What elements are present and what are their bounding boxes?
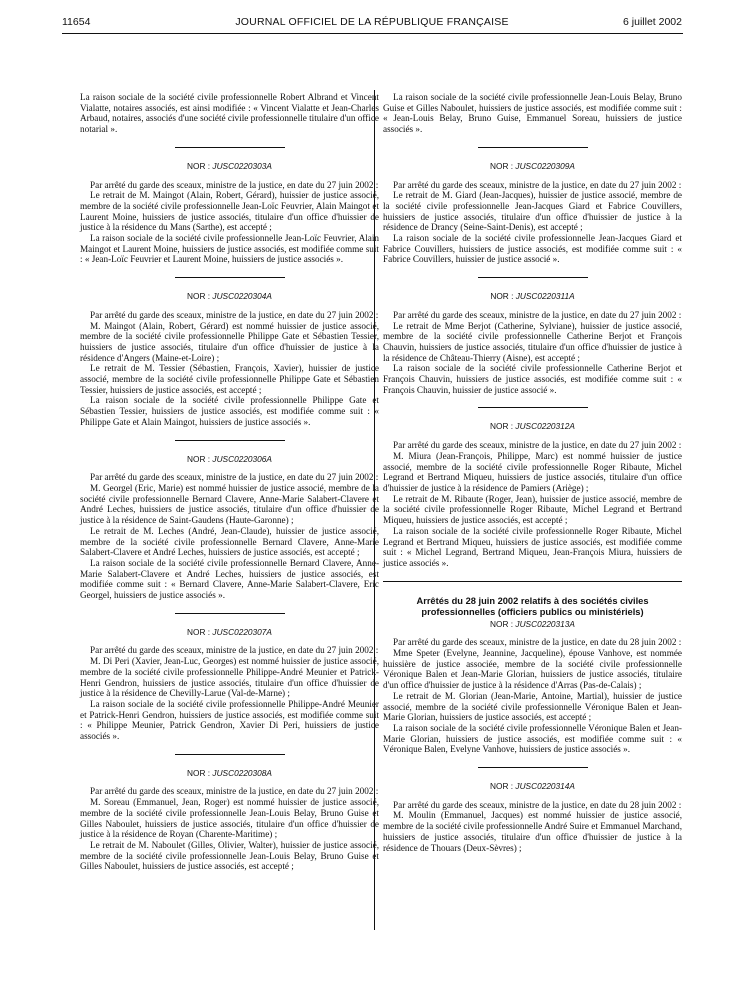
paragraph: Par arrêté du garde des sceaux, ministre de la justice, en date du 27 juin 2002 : <box>90 472 379 483</box>
paragraph: Par arrêté du garde des sceaux, ministre de la justice, en date du 27 juin 2002 : <box>90 179 379 190</box>
nor-reference <box>80 768 379 779</box>
nor-code: JUSC0220309A <box>515 160 575 171</box>
section-rule <box>175 147 285 148</box>
section-rule <box>478 767 588 768</box>
journal-title: JOURNAL OFFICIEL DE LA RÉPUBLIQUE FRANÇAISE <box>235 16 509 28</box>
nor-code: JUSC0220314A <box>515 781 575 792</box>
nor-reference <box>383 781 682 792</box>
header-rule <box>62 33 683 34</box>
paragraph: La raison sociale de la société civile professionnelle Jean-Jacques Giard et Fabrice Couvillers, huissiers de justice associés, est modifiée comme suit : « Fabrice Couvillers, huissier de justice associé ». <box>383 233 682 265</box>
paragraph: La raison sociale de la société civile professionnelle Philippe-André Meunier et Patrick-Henri Gendron, huissiers de justice associés, est modifiée comme suit : « Philippe Meunier, Patrick Gendron, Xavier Di Peri, huissiers de justice associés ». <box>80 698 379 742</box>
nor-reference <box>80 454 379 465</box>
paragraph: M. Maingot (Alain, Robert, Gérard) est nommé huissier de justice associé, membre de la société civile professionnelle Philippe Gate et Sébastien Tessier, huissiers de justice associés, titulaire d'un office d'huissier de justice à la résidence d'Angers (Maine-et-Loire) ; <box>80 320 379 363</box>
paragraph: Le retrait de Mme Berjot (Catherine, Sylviane), huissier de justice associé, membre de la société civile professionnelle Catherine Berjot et François Chauvin, huissiers de justice associés, titulaire d'un office d'huissier de justice à la résidence de Château-Thierry (Aisne), est accepté ; <box>383 320 682 363</box>
nor-label: NOR : <box>490 421 514 432</box>
paragraph: La raison sociale de la société civile professionnelle Jean-Louis Belay, Bruno Guise et Gilles Naboulet, huissiers de justice associés, est modifiée comme suit : « Jean-Louis Belay, Bruno Guise, Emmanuel Soreau, huissiers de justice associés ». <box>383 92 682 135</box>
left-column <box>80 92 379 872</box>
paragraph: La raison sociale de la société civile professionnelle Robert Albrand et Vincent Vialatte, notaires associés, est ainsi modifiée : « Vincent Vialatte et Jean-Charles Arbaud, notaires, associés d'une société civile professionnelle titulaire d'un office notarial ». <box>80 92 379 135</box>
paragraph: La raison sociale de la société civile professionnelle Jean-Loïc Feuvrier, Alain Maingot et Laurent Moine, huissiers de justice associés, est modifiée comme suit : « Jean-Loïc Feuvrier et Laurent Moine, huissiers de justice associés ». <box>80 233 379 265</box>
paragraph: M. Georgel (Eric, Marie) est nommé huissier de justice associé, membre de la société civile professionnelle Bernard Clavere, Anne-Marie Salabert-Clavere et André Leches, huissiers de justice associés, titulaire d'un office d'huissier de justice à la résidence de Saint-Gaudens (Haute-Garonne) ; <box>80 482 379 526</box>
nor-code: JUSC0220311A <box>515 291 575 302</box>
nor-reference <box>383 619 682 630</box>
paragraph: La raison sociale de la société civile professionnelle Bernard Clavere, Anne-Marie Salabert-Clavere et André Leches, huissiers de justice associés, est modifiée comme suit : « Bernard Clavere, Anne-Marie Salabert-Clavere, Eric Georgel, huissiers de justice associés ». <box>80 557 379 601</box>
nor-label: NOR : <box>187 291 211 302</box>
section-rule <box>175 277 285 278</box>
section-divider <box>383 581 682 582</box>
paragraph: Le retrait de M. Naboulet (Gilles, Olivier, Walter), huissier de justice associé, membre de la société civile professionnelle Jean-Louis Belay, Bruno Guise et Gilles Naboulet, huissiers de justice associés, est accepté ; <box>80 839 379 872</box>
paragraph: La raison sociale de la société civile professionnelle Roger Ribaute, Michel Legrand et Bertrand Miqueu, huissiers de justice associés, est modifiée comme suit : « Michel Legrand, Bertrand Miqueu, Jean-François Miura, huissiers de justice associés ». <box>383 525 682 568</box>
section-rule <box>478 407 588 408</box>
paragraph: M. Miura (Jean-François, Philippe, Marc) est nommé huissier de justice associé, membre de la société civile professionnelle Roger Ribaute, Michel Legrand et Bertrand Miqueu, huissiers de justice associés, titulaire d'un office d'huissier de justice à la résidence de Pamiers (Ariège) ; <box>383 450 682 493</box>
paragraph: Par arrêté du garde des sceaux, ministre de la justice, en date du 27 juin 2002 : <box>90 309 379 320</box>
paragraph: Par arrêté du garde des sceaux, ministre de la justice, en date du 27 juin 2002 : <box>393 440 682 451</box>
nor-reference <box>80 291 379 302</box>
nor-code: JUSC0220313A <box>515 618 575 629</box>
issue-date: 6 juillet 2002 <box>623 16 682 28</box>
section-rule <box>175 613 285 614</box>
nor-code: JUSC0220303A <box>212 160 272 171</box>
paragraph: La raison sociale de la société civile professionnelle Catherine Berjot et François Chauvin, huissiers de justice associés, est modifiée comme suit : « François Chauvin, huissier de justice associé ». <box>383 363 682 395</box>
nor-reference <box>383 421 682 432</box>
nor-label: NOR : <box>490 160 514 171</box>
column-divider <box>374 90 375 930</box>
section-rule <box>175 754 285 755</box>
nor-reference <box>80 627 379 638</box>
paragraph: Le retrait de M. Ribaute (Roger, Jean), huissier de justice associé, membre de la société civile professionnelle Roger Ribaute, Michel Legrand et Bertrand Miqueu, huissiers de justice associés, est accepté ; <box>383 493 682 526</box>
paragraph: M. Di Peri (Xavier, Jean-Luc, Georges) est nommé huissier de justice associé, membre de la société civile professionnelle Philippe-André Meunier et Patrick-Henri Gendron, huissiers de justice associés, titulaire d'un office d'huissier de justice à la résidence de Chevilly-Larue (Val-de-Marne) ; <box>80 656 379 699</box>
paragraph: Par arrêté du garde des sceaux, ministre de la justice, en date du 27 juin 2002 : <box>90 645 379 656</box>
paragraph: Par arrêté du garde des sceaux, ministre de la justice, en date du 27 juin 2002 : <box>393 309 682 320</box>
right-column <box>383 92 682 853</box>
nor-code: JUSC0220304A <box>212 291 272 302</box>
nor-label: NOR : <box>490 781 514 792</box>
paragraph: La raison sociale de la société civile professionnelle Philippe Gate et Sébastien Tessier, huissiers de justice associés, est modifiée comme suit : « Philippe Gate et Alain Maingot, huissiers de justice associés ». <box>80 395 379 427</box>
nor-reference <box>383 161 682 172</box>
paragraph: Le retrait de M. Giard (Jean-Jacques), huissier de justice associé, membre de la société civile professionnelle Jean-Jacques Giard et Fabrice Couvillers, huissiers de justice associés, titulaire d'un office d'huissier de justice à la résidence de Drancy (Seine-Saint-Denis), est accepté ; <box>383 190 682 233</box>
nor-label: NOR : <box>490 618 514 629</box>
paragraph: Le retrait de M. Glorian (Jean-Marie, Antoine, Martial), huissier de justice associé, membre de la société civile professionnelle Véronique Balen et Jean-Marie Glorian, huissiers de justice associés, est accepté ; <box>383 690 682 723</box>
nor-code: JUSC0220307A <box>212 626 272 637</box>
nor-code: JUSC0220312A <box>515 421 575 432</box>
nor-reference <box>383 291 682 302</box>
section-rule <box>175 440 285 441</box>
section-rule <box>478 147 588 148</box>
paragraph: Par arrêté du garde des sceaux, ministre de la justice, en date du 27 juin 2002 : <box>90 786 379 797</box>
nor-reference <box>80 161 379 172</box>
nor-label: NOR : <box>187 453 211 464</box>
section-rule <box>478 277 588 278</box>
nor-label: NOR : <box>187 626 211 637</box>
nor-code: JUSC0220308A <box>212 767 272 778</box>
paragraph: Par arrêté du garde des sceaux, ministre de la justice, en date du 28 juin 2002 : <box>393 637 682 648</box>
paragraph: La raison sociale de la société civile professionnelle Véronique Balen et Jean-Marie Glorian, huissiers de justice associés, est modifiée comme suit : « Véronique Balen, Evelyne Vanhove, huissiers de justice associés ». <box>383 722 682 755</box>
paragraph: Par arrêté du garde des sceaux, ministre de la justice, en date du 28 juin 2002 : <box>393 799 682 810</box>
paragraph: Par arrêté du garde des sceaux, ministre de la justice, en date du 27 juin 2002 : <box>393 179 682 190</box>
paragraph: Le retrait de M. Leches (André, Jean-Claude), huissier de justice associé, membre de la société civile professionnelle Bernard Clavere, Anne-Marie Salabert-Clavere et André Leches, huissiers de justice associés, est accepté ; <box>80 525 379 558</box>
paragraph: M. Soreau (Emmanuel, Jean, Roger) est nommé huissier de justice associé, membre de la société civile professionnelle Jean-Louis Belay, Bruno Guise et Gilles Naboulet, huissiers de justice associés, titulaire d'un office d'huissier de justice à la résidence de Royan (Charente-Maritime) ; <box>80 797 379 840</box>
nor-label: NOR : <box>187 767 211 778</box>
running-header <box>62 16 682 32</box>
paragraph: M. Moulin (Emmanuel, Jacques) est nommé huissier de justice associé, membre de la société civile professionnelle André Suire et Emmanuel Marchand, huissiers de justice associés, titulaire d'un office d'huissier de justice à la résidence de Thouars (Deux-Sèvres) ; <box>383 810 682 853</box>
page-number: 11654 <box>62 16 91 28</box>
paragraph: Le retrait de M. Maingot (Alain, Robert, Gérard), huissier de justice associé, membre de la société civile professionnelle Jean-Loïc Feuvrier, Alain Maingot et Laurent Moine, huissiers de justice associés, titulaire d'un office d'huissier de justice à la résidence du Mans (Sarthe), est accepté ; <box>80 190 379 233</box>
paragraph: Mme Speter (Evelyne, Jeannine, Jacqueline), épouse Vanhove, est nommée huissière de justice associée, membre de la société civile professionnelle Véronique Balen et Jean-Marie Glorian, huissiers de justice associés, titulaire d'un office d'huissier de justice à la résidence d'Arras (Pas-de-Calais) ; <box>383 648 682 691</box>
nor-label: NOR : <box>187 160 211 171</box>
paragraph: Le retrait de M. Tessier (Sébastien, François, Xavier), huissier de justice associé, membre de la société civile professionnelle Philippe Gate et Sébastien Tessier, huissiers de justice associés, est accepté ; <box>80 363 379 395</box>
nor-code: JUSC0220306A <box>212 453 272 464</box>
nor-label: NOR : <box>490 291 514 302</box>
section-heading: Arrêtés du 28 juin 2002 relatifs à des sociétés civiles professionnelles (officiers publics ou ministériels) <box>416 595 649 617</box>
